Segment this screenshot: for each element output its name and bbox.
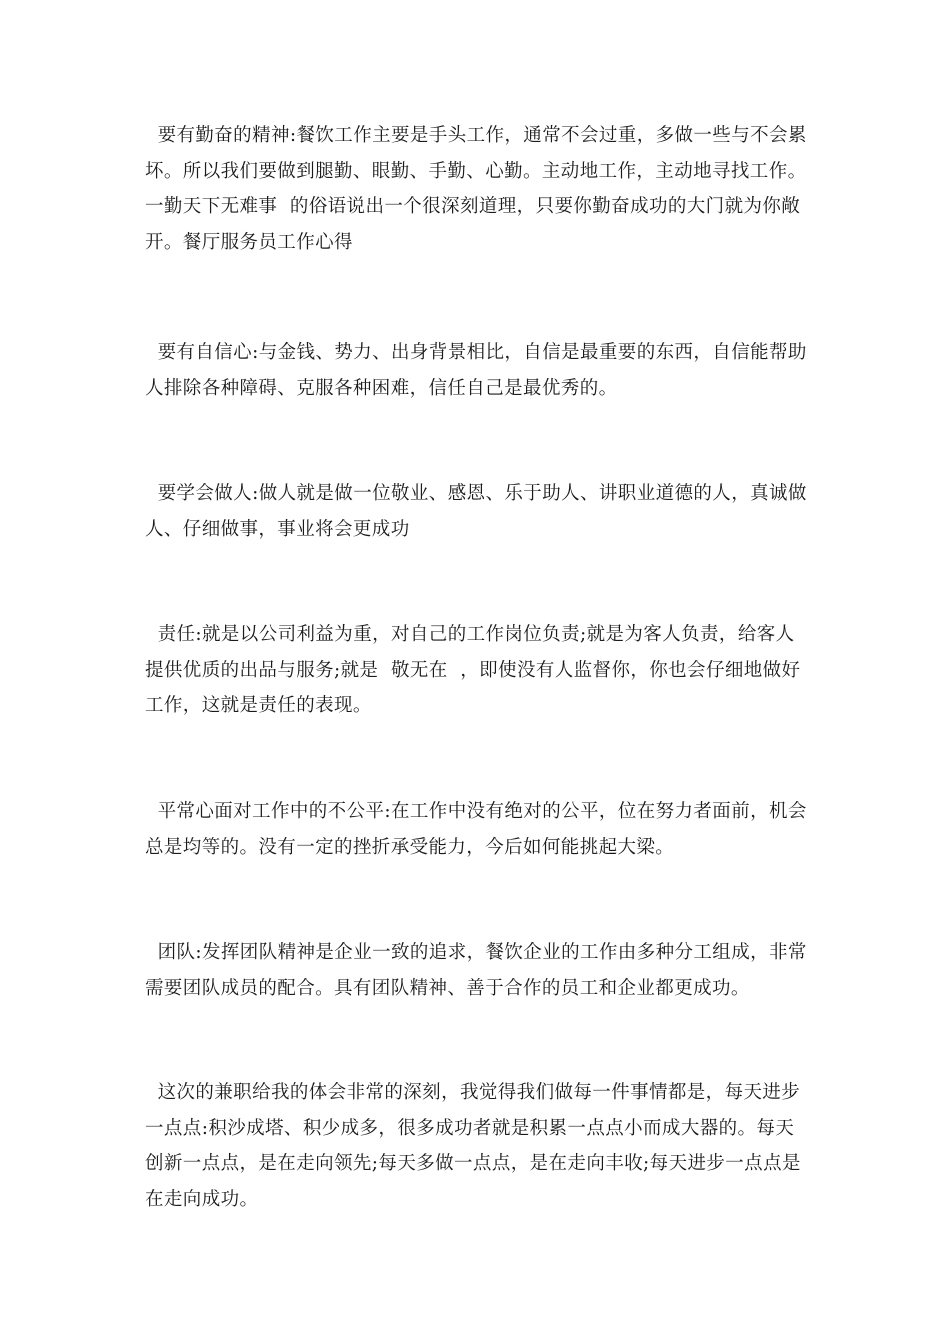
paragraph-teamwork: 团队:发挥团队精神是企业一致的追求，餐饮企业的工作由多种分工组成，非常需要团队成员的配合。具有团队精神、善于合作的员工和企业都更成功。 xyxy=(145,942,807,999)
paragraph-responsibility: 责任:就是以公司利益为重，对自己的工作岗位负责;就是为客人负责，给客人提供优质的出品与服务;就是 敬无在 ，即使没有人监督你，你也会仔细地做好工作，这就是责任的表现。 xyxy=(145,624,801,716)
paragraph-diligence: 要有勤奋的精神:餐饮工作主要是手头工作，通常不会过重，多做一些与不会累坏。所以我们要做到腿勤、眼勤、手勤、心勤。主动地工作，主动地寻找工作。 一勤天下无难事 的俗语说出一个很深刻道理，只要你勤奋成功的大门就为你敞开。餐厅服务员工作心得 xyxy=(145,125,820,253)
paragraph-confidence: 要有自信心:与金钱、势力、出身背景相比，自信是最重要的东西，自信能帮助人排除各种障碍、克服各种困难，信任自己是最优秀的。 xyxy=(145,342,807,399)
paragraph-being-a-person: 要学会做人:做人就是做一位敬业、感恩、乐于助人、讲职业道德的人，真诚做人、仔细做事，事业将会更成功 xyxy=(145,483,807,540)
paragraph-reflection: 这次的兼职给我的体会非常的深刻，我觉得我们做每一件事情都是，每天进步一点点:积沙成塔、积少成多，很多成功者就是积累一点点小而成大器的。每天创新一点点，是在走向领先;每天多做一点点，是在走向丰收;每天进步一点点是在走向成功。 xyxy=(145,1082,801,1210)
paragraph-fairness: 平常心面对工作中的不公平:在工作中没有绝对的公平，位在努力者面前，机会总是均等的。没有一定的挫折承受能力，今后如何能挑起大梁。 xyxy=(145,801,807,858)
